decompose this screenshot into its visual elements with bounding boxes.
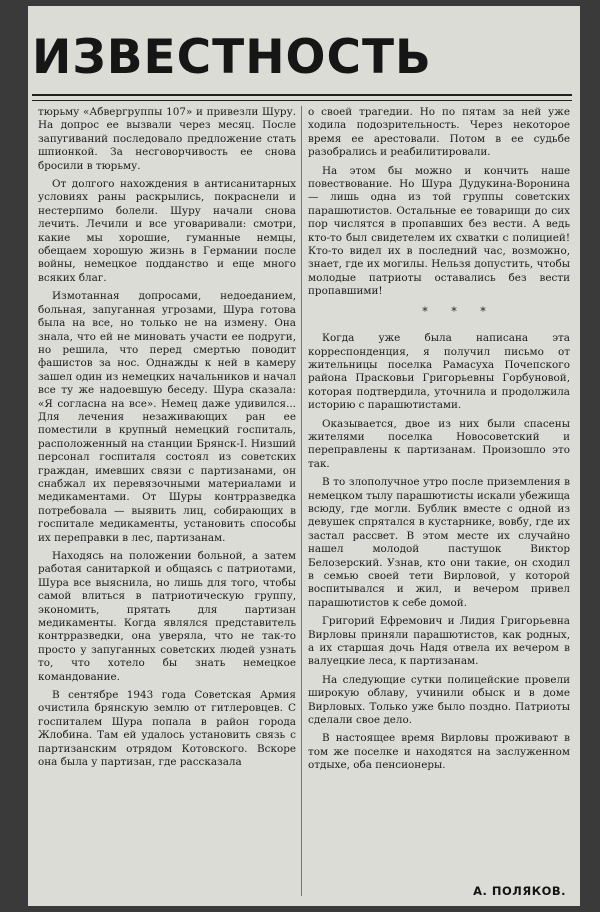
paragraph: От долгого нахождения в антисанитарных условиях раны раскрылись, покраснели и нестерпимо болели. Шуру начали снова лечить. Лечили и все уговаривали: смотри, какие мы хорошие, гуманные немцы, обещаем хорошую жизнь в Германии после войны, немецкое подданство и еще много всяких благ. bbox=[38, 178, 296, 284]
paragraph: В то злополучное утро после приземления в немецком тылу парашютисты искали убежища всюду, где могли. Бублик вместе с одной из девушек спрятался в кустарнике, вовбу, где их застал рассвет. В этом месте их случайно нашел молодой пастушок Виктор Белозерский. Узнав, кто они такие, он сходил в семью своей тети Вирловой, у которой воспитывался и жил, и вечером привел парашютистов к себе домой. bbox=[308, 476, 570, 609]
paragraph: В настоящее время Вирловы проживают в том же поселке и находятся на заслуженном отдыхе, оба пенсионеры. bbox=[308, 732, 570, 772]
headline: ИЗВЕСТНОСТЬ bbox=[32, 30, 432, 85]
headline-rule bbox=[32, 94, 572, 96]
newspaper-page bbox=[28, 6, 580, 906]
article-column-left bbox=[38, 106, 296, 894]
paragraph: Оказывается, двое из них были спасены жителями поселка Новосоветский и переправлены к партизанам. Произошло это так. bbox=[308, 417, 570, 470]
paragraph: тюрьму «Абвергруппы 107» и привезли Шуру. На допрос ее вызвали через месяц. После запугиваний последовало предложение стать шпионкой. За несговорчивость ее снова бросили в тюрьму. bbox=[38, 106, 296, 172]
author-signature: А. ПОЛЯКОВ. bbox=[473, 884, 566, 898]
paragraph: Григорий Ефремович и Лидия Григорьевна Вирловы приняли парашютистов, как родных, а их старшая дочь Надя отвела их вечером в валуецкие леса, к партизанам. bbox=[308, 615, 570, 668]
paragraph: Измотанная допросами, недоеданием, больная, запуганная угрозами, Шура готова была на все, но только не на измену. Она знала, что ей не миновать участи ее подруги, но решила, что перед смертью поводит фашистов за нос. Однажды к ней в камеру зашел один из немецких начальников и начал все ту же надоевшую беседу. Шура сказала: «Я согласна на все». Немец даже удивился... Для лечения незаживающих ран ее поместили в крупный немецкий госпиталь, расположенный на станции Брянск-I. Низший персонал госпиталя состоял из советских граждан, имевших связи с партизанами, он снабжал их перевязочными материалами и медикаментами. От Шуры контрразведка потребовала — выявить лиц, собирающих в госпитале медикаменты, установить способы их переправки в лес, партизанам. bbox=[38, 290, 296, 544]
column-separator bbox=[301, 106, 302, 896]
paragraph: Находясь на положении больной, а затем работая санитаркой и общаясь с патриотами, Шура все выяснила, но лишь для того, чтобы самой влиться в патриотическую группу, экономить, прятать для партизан медикаменты. Когда являлся представитель контрразведки, она уверяла, что не так-то просто у запуганных советских людей узнать то, что хотело бы знать немецкое командование. bbox=[38, 550, 296, 683]
paragraph: о своей трагедии. Но по пятам за ней уже ходила подозрительность. Через некоторое время ее арестовали. Потом в ее судьбе разобрались и реабилитировали. bbox=[308, 106, 570, 159]
paragraph: На следующие сутки полицейские провели широкую облаву, учинили обыск и в доме Вирловых. Только уже было поздно. Патриоты сделали свое дело. bbox=[308, 673, 570, 727]
article-column-right bbox=[308, 106, 570, 894]
paragraph: Когда уже была написана эта корреспонденция, я получил письмо от жительницы поселка Рамасуха Почепского района Прасковьи Григорьевны Горбуновой, которая подтвердила, уточнила и продолжила историю с парашютистами. bbox=[308, 332, 570, 412]
paragraph: В сентябре 1943 года Советская Армия очистила брянскую землю от гитлеровцев. С госпиталем Шура попала в район города Жлобина. Там ей удалось установить связь с партизанским отрядом Котовского. Вскоре она была у партизан, где рассказала bbox=[38, 689, 296, 769]
headline-rule-thin bbox=[32, 100, 572, 101]
paragraph: На этом бы можно и кончить наше повествование. Но Шура Дудукина-Воронина — лишь одна из той группы советских парашютистов. Остальные ее товарищи до сих пор числятся в пропавших без вести. А ведь кто-то был свидетелем их схватки с полицией! Кто-то видел их в последний час, возможно, знает, где их могилы. Нельзя допустить, чтобы молодые патриоты оставались без вести пропавшими! bbox=[308, 164, 570, 298]
section-separator: * * * bbox=[422, 304, 496, 318]
